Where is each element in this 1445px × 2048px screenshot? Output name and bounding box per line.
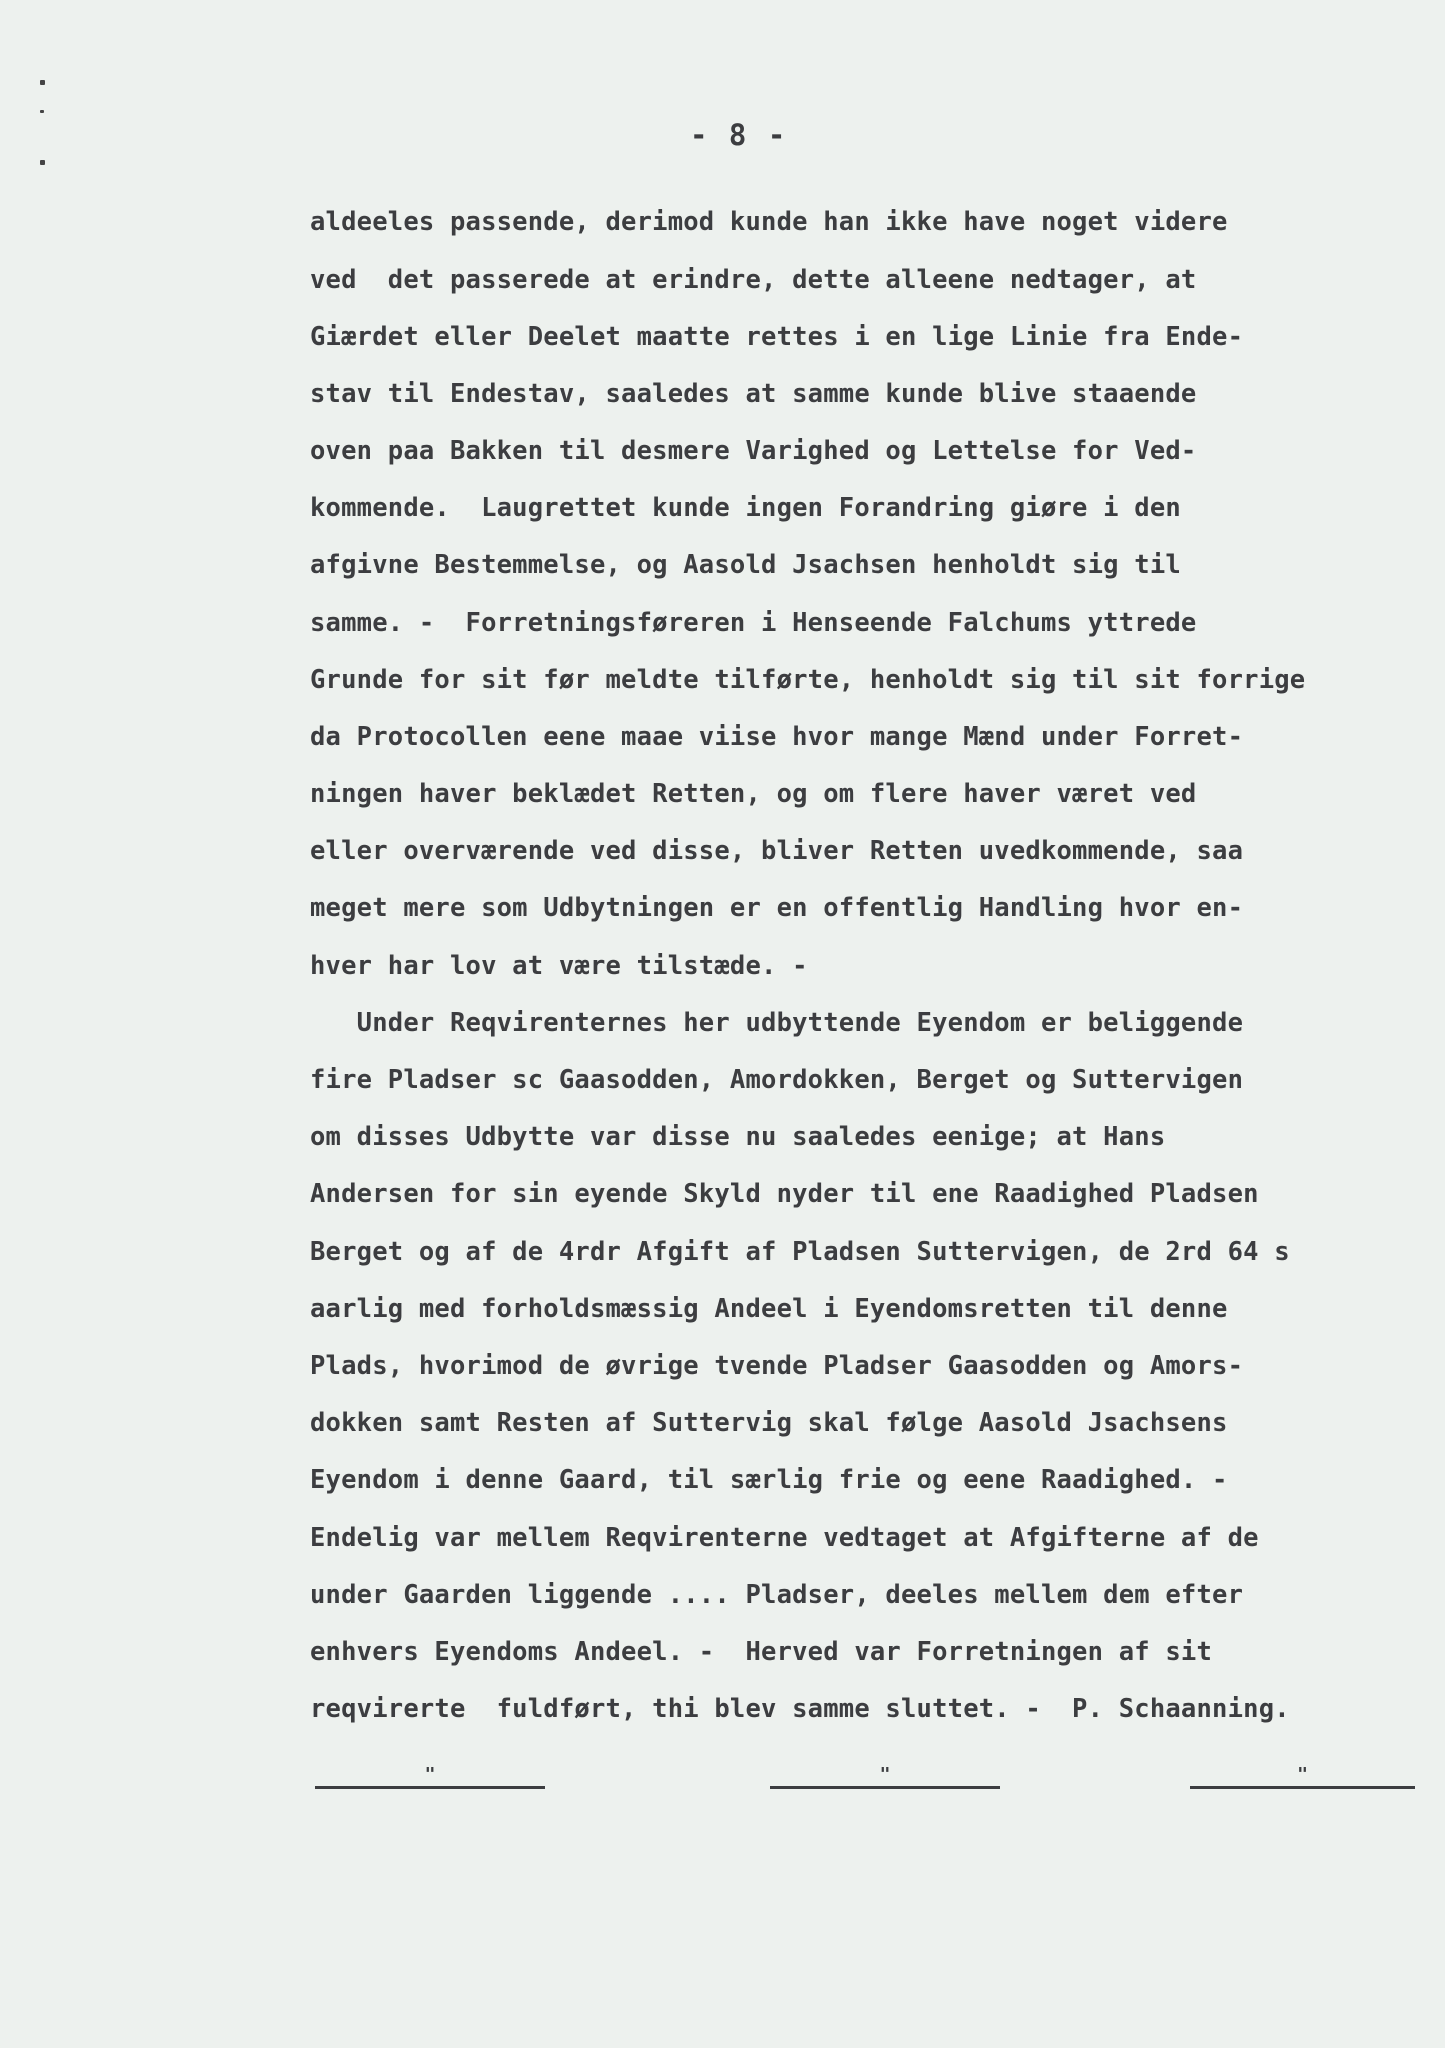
text-line: eller overværende ved disse, bliver Retten uvedkommende, saa — [310, 836, 1244, 866]
text-line: aarlig med forholdsmæssig Andeel i Eyendomsretten til denne — [310, 1294, 1228, 1324]
text-line: Under Reqvirenternes her udbyttende Eyendom er beliggende — [310, 1008, 1244, 1038]
signature-line — [315, 1764, 545, 1789]
text-line: Berget og af de 4rdr Afgift af Pladsen Suttervigen, de 2rd 64 s — [310, 1237, 1290, 1267]
text-line: Plads, hvorimod de øvrige tvende Pladser Gaasodden og Amors- — [310, 1351, 1244, 1381]
text-line: samme. - Forretningsføreren i Henseende Falchums yttrede — [310, 608, 1197, 638]
text-line: Grunde for sit før meldte tilførte, henholdt sig til sit forrige — [310, 665, 1306, 695]
text-line: enhvers Eyendoms Andeel. - Herved var Forretningen af sit — [310, 1637, 1213, 1667]
text-line: dokken samt Resten af Suttervig skal følge Aasold Jsachsens — [310, 1408, 1228, 1438]
text-line: Endelig var mellem Reqvirenterne vedtaget at Afgifterne af de — [310, 1523, 1259, 1553]
text-line: Andersen for sin eyende Skyld nyder til ene Raadighed Pladsen — [310, 1179, 1259, 1209]
text-line: hver har lov at være tilstæde. - — [310, 951, 808, 981]
text-line: ningen haver beklædet Retten, og om flere haver været ved — [310, 779, 1197, 809]
ditto-mark: " — [879, 1764, 891, 1785]
signature-line — [1190, 1764, 1415, 1789]
ditto-mark: " — [1297, 1764, 1308, 1785]
edge-mark — [40, 160, 45, 165]
edge-mark — [40, 80, 45, 85]
text-line: om disses Udbytte var disse nu saaledes eenige; at Hans — [310, 1122, 1166, 1152]
text-line: meget mere som Udbytningen er en offentlig Handling hvor en- — [310, 893, 1244, 923]
text-line: ved det passerede at erindre, dette alleene nedtager, at — [310, 265, 1197, 295]
text-line: fire Pladser sc Gaasodden, Amordokken, Berget og Suttervigen — [310, 1065, 1244, 1095]
text-line: afgivne Bestemmelse, og Aasold Jsachsen henholdt sig til — [310, 550, 1181, 580]
text-line: Eyendom i denne Gaard, til særlig frie og eene Raadighed. - — [310, 1465, 1228, 1495]
text-line: reqvirerte fuldført, thi blev samme sluttet. - P. Schaanning. — [310, 1694, 1290, 1724]
text-line: stav til Endestav, saaledes at samme kunde blive staaende — [310, 379, 1197, 409]
text-line: kommende. Laugrettet kunde ingen Forandring giøre i den — [310, 493, 1181, 523]
text-line: oven paa Bakken til desmere Varighed og Lettelse for Ved- — [310, 436, 1197, 466]
text-line: under Gaarden liggende .... Pladser, deeles mellem dem efter — [310, 1580, 1244, 1610]
edge-mark — [40, 110, 44, 113]
text-line: aldeeles passende, derimod kunde han ikke have noget videre — [310, 207, 1228, 237]
text-line: da Protocollen eene maae viise hvor mange Mænd under Forret- — [310, 722, 1244, 752]
signature-line — [770, 1764, 1000, 1789]
text-line: Giærdet eller Deelet maatte rettes i en lige Linie fra Ende- — [310, 322, 1244, 352]
page-number: - 8 - — [690, 118, 788, 152]
signature-lines — [0, 1764, 1445, 1800]
ditto-mark: " — [424, 1764, 436, 1785]
